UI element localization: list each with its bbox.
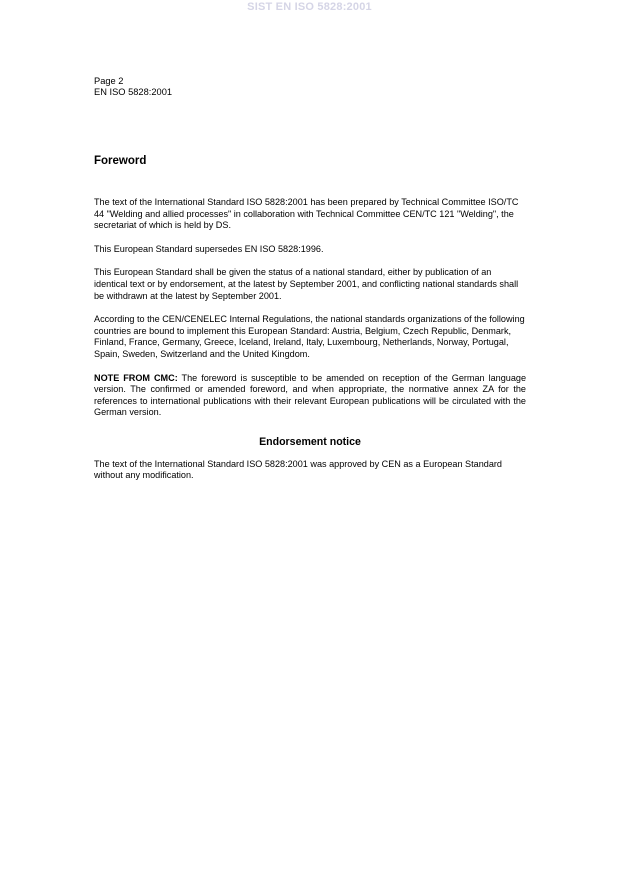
foreword-paragraph-3: This European Standard shall be given the status of a national standard, either by publication of an identical text or by endorsement, at the latest by September 2001, and conflicting national standards shall be withdrawn at the latest by September 2001. bbox=[94, 267, 519, 301]
document-id: EN ISO 5828:2001 bbox=[94, 87, 173, 97]
foreword-paragraph-1: The text of the International Standard ISO 5828:2001 has been prepared by Technical Committee ISO/TC 44 "Welding and allied processes" in collaboration with Technical Committee CEN/TC 121 "Welding", the secretariat of which is held by DS. bbox=[94, 197, 519, 231]
cmc-note bbox=[94, 373, 526, 419]
foreword-title: Foreword bbox=[94, 155, 147, 167]
page-header bbox=[94, 76, 172, 98]
endorsement-text: The text of the International Standard ISO 5828:2001 was approved by CEN as a European Standard without any modification. bbox=[94, 458, 502, 481]
foreword-paragraph-2: This European Standard supersedes EN ISO 5828:1996. bbox=[94, 243, 324, 254]
page-number: Page 2 bbox=[94, 76, 124, 86]
watermark: SIST EN ISO 5828:2001 bbox=[247, 1, 372, 13]
foreword-paragraph-4: According to the CEN/CENELEC Internal Regulations, the national standards organizations of the following countries are bound to implement this European Standard: Austria, Belgium, Czech Republic, Denmark, Finland, France, Germany, Greece, Iceland, Ireland, Italy, Luxembourg, Netherlands, Norway, Portugal, Spain, Sweden, Switzerland and the United Kingdom. bbox=[94, 314, 525, 359]
cmc-note-label: NOTE FROM CMC: bbox=[94, 372, 178, 383]
cmc-note-text: The foreword is susceptible to be amended on reception of the German language version. The confirmed or amended foreword, and when appropriate, the normative annex ZA for the references to international publications with their relevant European publications will be circulated with the German version. bbox=[94, 372, 527, 418]
foreword-body bbox=[94, 197, 526, 494]
endorsement-title: Endorsement notice bbox=[259, 435, 361, 448]
